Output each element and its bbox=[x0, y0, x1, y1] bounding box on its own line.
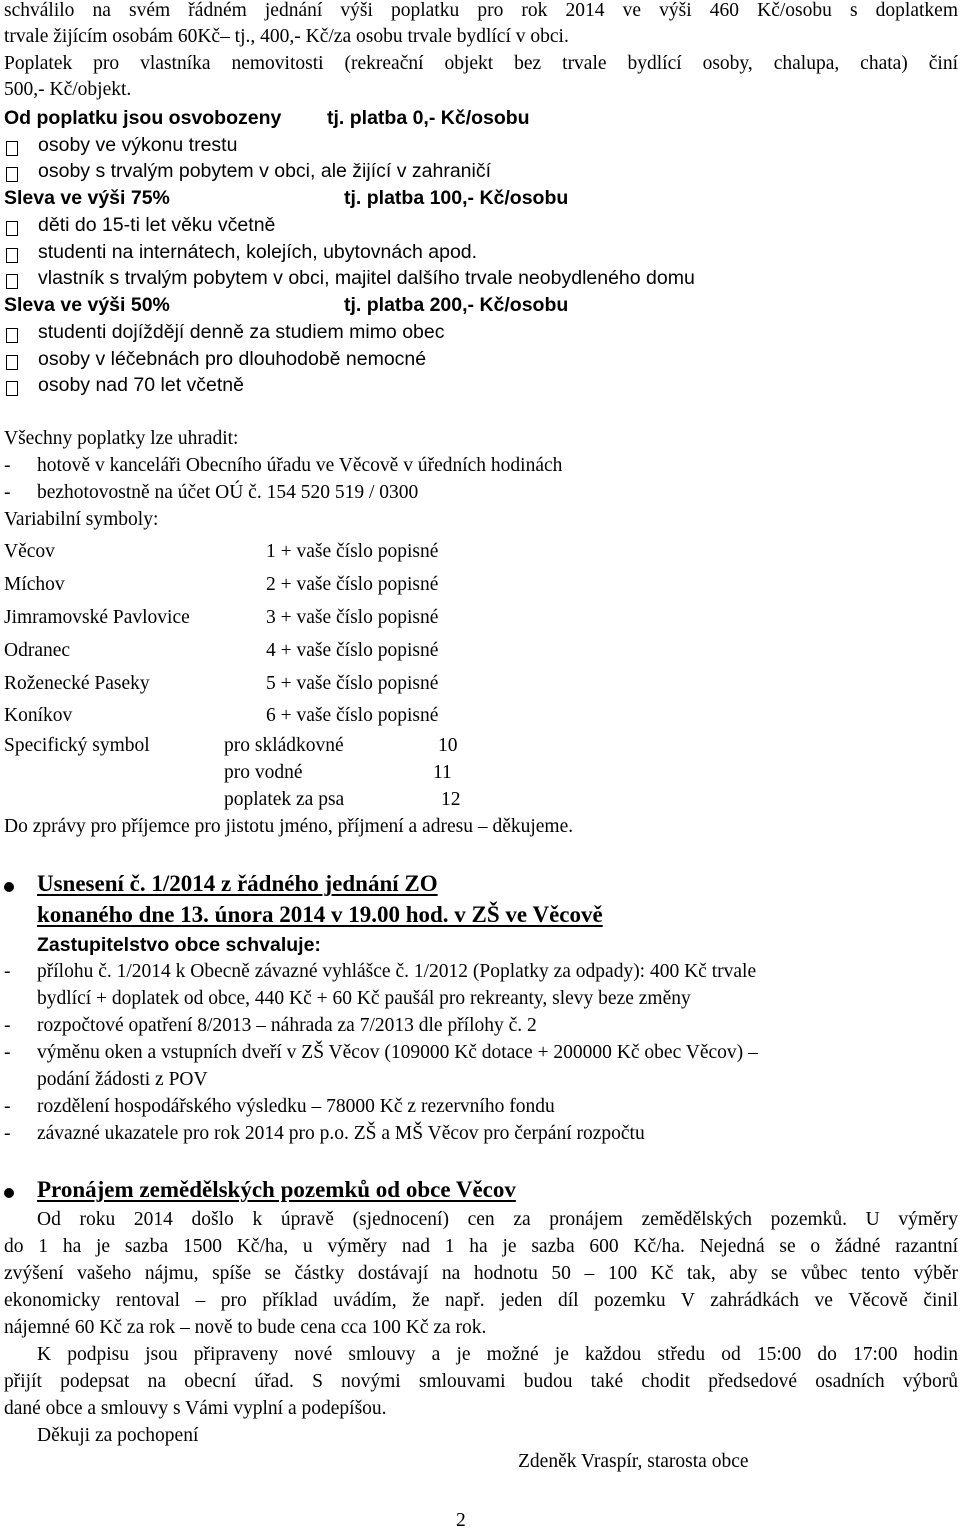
discount50-rate: tj. platba 200,- Kč/osobu bbox=[344, 294, 569, 316]
resolution-title: konaného dne 13. února 2014 v 19.00 hod. v ZŠ ve Věcově bbox=[37, 902, 603, 927]
vs-code: 1 + vaše číslo popisné bbox=[266, 541, 439, 562]
intro-line: schválilo na svém řádném jednání výši poplatku pro rok 2014 ve výši 460 Kč/osobu s doplatkem bbox=[4, 0, 958, 21]
intro-line: 500,- Kč/objekt. bbox=[4, 79, 132, 100]
vs-place: Jimramovské Pavlovice bbox=[4, 607, 190, 628]
resolution-item: rozpočtové opatření 8/2013 – náhrada za 7/2013 dle přílohy č. 2 bbox=[37, 1015, 537, 1036]
exempt-item: osoby ve výkonu trestu bbox=[38, 134, 238, 156]
exempt-item: osoby s trvalým pobytem v obci, ale žijící v zahraničí bbox=[38, 160, 492, 182]
payment-method: bezhotovostně na účet OÚ č. 154 520 519 / 0300 bbox=[37, 482, 419, 503]
ss-code: 12 bbox=[441, 789, 461, 810]
vs-place: Věcov bbox=[4, 541, 55, 562]
resolution-title: Usnesení č. 1/2014 z řádného jednání ZO bbox=[37, 871, 438, 896]
dash-marker: - bbox=[4, 1123, 11, 1144]
discount75-item: děti do 15-ti let věku včetně bbox=[38, 214, 276, 236]
checkbox-icon bbox=[6, 138, 18, 160]
ss-name: pro skládkovné bbox=[224, 735, 344, 756]
resolution-item: výměnu oken a vstupních dveří v ZŠ Věcov (109000 Kč dotace + 200000 Kč obec Věcov) – bbox=[37, 1042, 758, 1063]
lease-title: Pronájem zemědělských pozemků od obce Věcov bbox=[37, 1177, 516, 1202]
lease-paragraph-line: K podpisu jsou připraveny nové smlouvy a je možné je každou středu od 15:00 do 17:00 hodin bbox=[37, 1344, 958, 1365]
payment-method: hotově v kanceláři Obecního úřadu ve Věcově v úředních hodinách bbox=[37, 455, 563, 476]
discount75-heading: Sleva ve výši 75% bbox=[4, 187, 170, 209]
dash-marker: - bbox=[4, 961, 11, 982]
lease-paragraph-line: nájemné 60 Kč za rok – nově to bude cena cca 100 Kč za rok. bbox=[4, 1317, 487, 1338]
checkbox-icon bbox=[6, 352, 18, 374]
vs-place: Koníkov bbox=[4, 705, 73, 726]
vs-place: Roženecké Paseky bbox=[4, 673, 150, 694]
lease-paragraph-line: do 1 ha je sazba 1500 Kč/ha, u výměry nad 1 ha je sazba 600 Kč/ha. Nejedná se o žádné razantní bbox=[4, 1236, 958, 1257]
ss-code: 11 bbox=[433, 762, 452, 783]
checkbox-icon bbox=[6, 245, 18, 267]
vs-place: Míchov bbox=[4, 574, 65, 595]
lease-thanks: Děkuji za pochopení bbox=[37, 1425, 199, 1446]
lease-paragraph-line: Od roku 2014 došlo k úpravě (sjednocení) cen za pronájem zemědělských pozemků. U výměry bbox=[37, 1209, 958, 1230]
resolution-item: závazné ukazatele pro rok 2014 pro p.o. ZŠ a MŠ Věcov pro čerpání rozpočtu bbox=[37, 1123, 645, 1144]
lease-paragraph-line: ekonomicky rentoval – pro příklad uvádím, že např. jeden díl pozemku V zahrádkách ve Věcově činil bbox=[4, 1290, 958, 1311]
vs-heading: Variabilní symboly: bbox=[4, 509, 159, 530]
bullet-icon bbox=[4, 1188, 14, 1198]
exempt-heading: Od poplatku jsou osvobozeny bbox=[4, 107, 282, 129]
resolution-item: podání žádosti z POV bbox=[37, 1069, 208, 1090]
checkbox-icon bbox=[6, 164, 18, 186]
vs-code: 2 + vaše číslo popisné bbox=[266, 574, 439, 595]
discount75-rate: tj. platba 100,- Kč/osobu bbox=[344, 187, 569, 209]
payment-note: Do zprávy pro příjemce pro jistotu jméno, příjmení a adresu – děkujeme. bbox=[4, 816, 574, 837]
page-number: 2 bbox=[456, 1510, 466, 1531]
resolution-item: přílohu č. 1/2014 k Obecně závazné vyhlášce č. 1/2012 (Poplatky za odpady): 400 Kč trvale bbox=[37, 961, 757, 982]
lease-paragraph-line: přijít podepsat na obecní úřad. S novými smlouvami budou také chodit předsedové osadních výborů bbox=[4, 1371, 958, 1392]
discount50-item: osoby v léčebnách pro dlouhodobě nemocné bbox=[38, 348, 427, 370]
vs-code: 5 + vaše číslo popisné bbox=[266, 673, 439, 694]
payment-heading: Všechny poplatky lze uhradit: bbox=[4, 428, 239, 449]
dash-marker: - bbox=[4, 1015, 11, 1036]
resolution-item: bydlící + doplatek od obce, 440 Kč + 60 Kč paušál pro rekreanty, slevy beze změny bbox=[37, 988, 691, 1009]
dash-marker: - bbox=[4, 455, 11, 476]
resolution-subheading: Zastupitelstvo obce schvaluje: bbox=[37, 934, 321, 956]
checkbox-icon bbox=[6, 271, 18, 293]
dash-marker: - bbox=[4, 1096, 11, 1117]
vs-code: 4 + vaše číslo popisné bbox=[266, 640, 439, 661]
vs-code: 6 + vaše číslo popisné bbox=[266, 705, 439, 726]
vs-place: Odranec bbox=[4, 640, 71, 661]
resolution-item: rozdělení hospodářského výsledku – 78000 Kč z rezervního fondu bbox=[37, 1096, 555, 1117]
checkbox-icon bbox=[6, 378, 18, 400]
vs-code: 3 + vaše číslo popisné bbox=[266, 607, 439, 628]
intro-line: Poplatek pro vlastníka nemovitosti (rekreační objekt bez trvale bydlící osoby, chalupa, chata) činí bbox=[4, 53, 958, 74]
lease-paragraph-line: zvýšení vašeho nájmu, spíše se částky dostávají na hodnotu 50 – 100 Kč tak, aby se vůbec tento výběr bbox=[4, 1263, 958, 1284]
intro-line: trvale žijícím osobám 60Kč– tj., 400,- Kč/za osobu trvale bydlící v obci. bbox=[4, 26, 569, 47]
ss-name: poplatek za psa bbox=[224, 789, 345, 810]
ss-name: pro vodné bbox=[224, 762, 303, 783]
discount50-heading: Sleva ve výši 50% bbox=[4, 294, 170, 316]
signature: Zdeněk Vraspír, starosta obce bbox=[518, 1451, 749, 1472]
discount75-item: vlastník s trvalým pobytem v obci, majitel dalšího trvale neobydleného domu bbox=[38, 267, 695, 289]
discount50-item: studenti dojíždějí denně za studiem mimo obec bbox=[38, 321, 445, 343]
dash-marker: - bbox=[4, 1042, 11, 1063]
discount75-item: studenti na internátech, kolejích, ubytovnách apod. bbox=[38, 241, 478, 263]
discount50-item: osoby nad 70 let včetně bbox=[38, 374, 244, 396]
dash-marker: - bbox=[4, 482, 11, 503]
ss-label: Specifický symbol bbox=[4, 735, 150, 756]
ss-code: 10 bbox=[438, 735, 458, 756]
exempt-rate: tj. platba 0,- Kč/osobu bbox=[327, 107, 530, 129]
lease-paragraph-line: dané obce a smlouvy s Vámi vyplní a podepíšou. bbox=[4, 1398, 387, 1419]
checkbox-icon bbox=[6, 325, 18, 347]
checkbox-icon bbox=[6, 218, 18, 240]
bullet-icon bbox=[4, 882, 14, 892]
